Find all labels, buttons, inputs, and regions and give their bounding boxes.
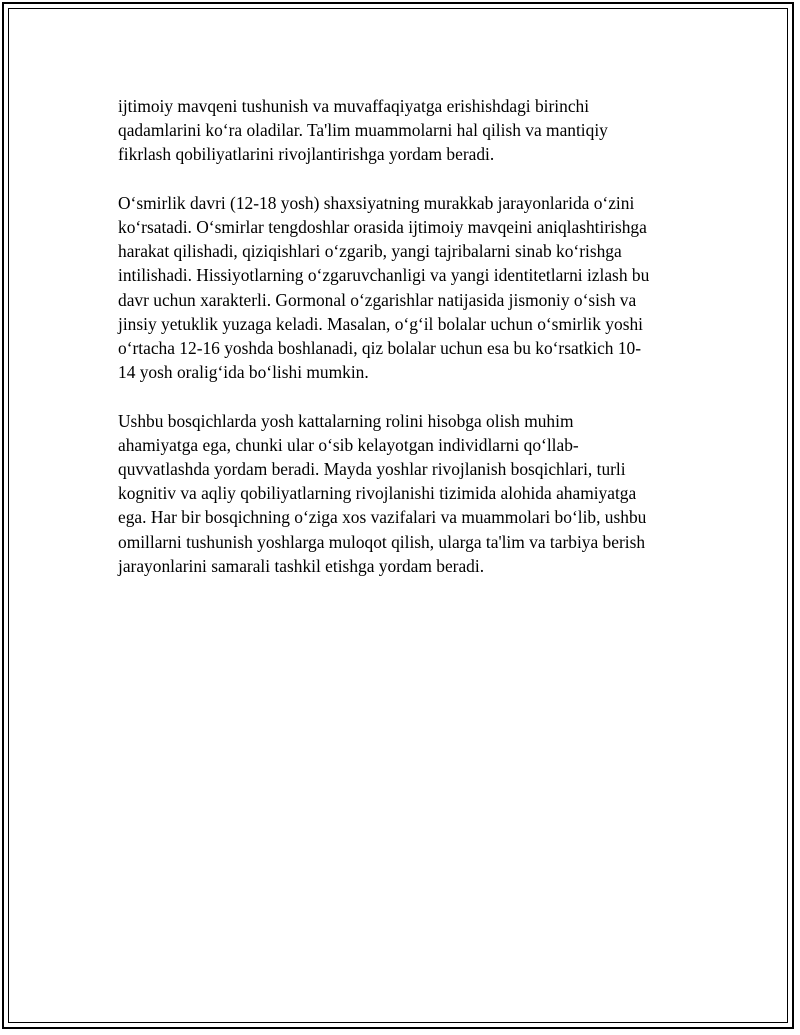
paragraph-1: ijtimoiy mavqeni tushunish va muvaffaqiyatga erishishdagi birinchi qadamlarini koʻra oladilar. Ta'lim muammolarni hal qilish va mantiqiy fikrlash qobiliyatlarini rivojlantirishga yordam beradi.	[118, 96, 608, 165]
paragraph-2: Oʻsmirlik davri (12-18 yosh) shaxsiyatning murakkab jarayonlarida oʻzini koʻrsatadi. Oʻsmirlar tengdoshlar orasida ijtimoiy mavqeini aniqlashtirishga harakat qilishadi, qiziqishlari oʻzgarib, yangi tajribalarni sinab koʻrishga intilishadi. Hissiyotlarning oʻzgaruvchanligi va yangi identitetlarni izlash bu davr uchun xarakterli. Gormonal oʻzgarishlar natijasida jismoniy oʻsish va jinsiy yetuklik yuzaga keladi. Masalan, oʻgʻil bolalar uchun oʻsmirlik yoshi oʻrtacha 12-16 yoshda boshlanadi, qiz bolalar uchun esa bu koʻrsatkich 10- 14 yosh oraligʻida boʻlishi mumkin.	[118, 192, 650, 383]
paragraph-3: Ushbu bosqichlarda yosh kattalarning rolini hisobga olish muhim ahamiyatga ega, chunki ular oʻsib kelayotgan individlarni qoʻllab- quvvatlashda yordam beradi. Mayda yoshlar rivojlanish bosqichlari, turli kognitiv va aqliy qobiliyatlarning rivojlanishi tizimida alohida ahamiyatga ega. Har bir bosqichning oʻziga xos vazifalari va muammolari boʻlib, ushbu omillarni tushunish yoshlarga muloqot qilish, ularga ta'lim va tarbiya berish jarayonlarini samarali tashkil etishga yordam beradi.	[118, 410, 647, 576]
document-body	[118, 94, 693, 602]
